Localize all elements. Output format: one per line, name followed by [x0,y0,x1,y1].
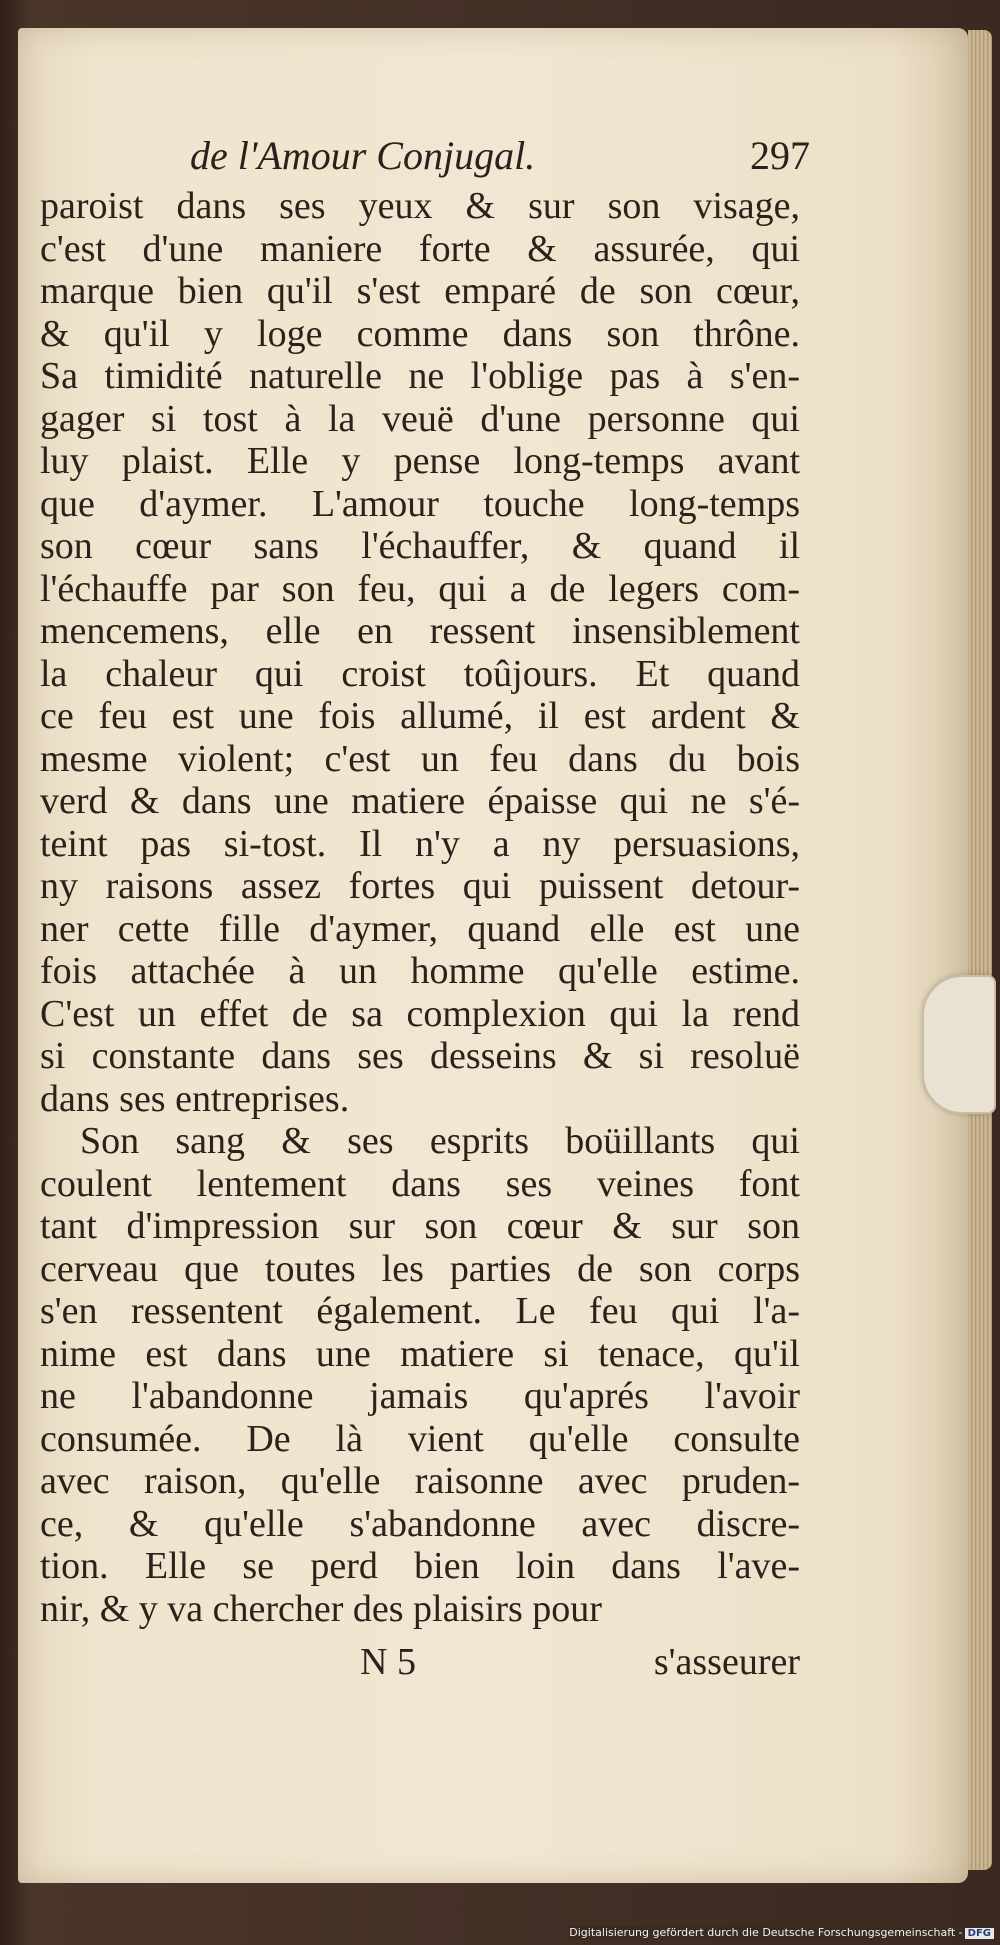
text-line: luy plaist. Elle y pense long-temps avant [40,440,800,482]
body-text [40,185,800,1630]
text-line: verd & dans une matiere épaisse qui ne s'é- [40,780,800,822]
signature-mark: N 5 [360,1641,416,1683]
text-line: dans ses entreprises. [40,1077,350,1120]
text-line: l'échauffe par son feu, qui a de legers com- [40,567,800,610]
text-line: nime est dans une matiere si tenace, qu'il [40,1332,800,1375]
text-line: tant d'impression sur son cœur & sur son [40,1205,800,1247]
text-line: ner cette fille d'aymer, quand elle est une [40,907,800,950]
text-line: avec raison, qu'elle raisonne avec pruden- [40,1460,800,1502]
text-line: ny raisons assez fortes qui puissent detour- [40,865,800,907]
dfg-logo: DFG [965,1928,994,1939]
text-line: s'en ressentent également. Le feu qui l'a- [40,1290,800,1332]
text-line: tion. Elle se perd bien loin dans l'ave- [40,1545,800,1587]
text-line: mencemens, elle en ressent insensiblement [40,610,800,652]
digitization-credit [569,1926,994,1939]
text-line: coulent lentement dans ses veines font [40,1162,800,1205]
text-line: fois attachée à un homme qu'elle estime. [40,950,800,992]
text-line: Son sang & ses esprits boüillants qui [80,1120,800,1162]
text-line: & qu'il y loge comme dans son thrône. [40,312,800,355]
page-edges [968,30,992,1870]
text-line: marque bien qu'il s'est emparé de son cœur, [40,270,800,312]
text-line: nir, & y va chercher des plaisirs pour [40,1587,602,1630]
text-line: mesme violent; c'est un feu dans du bois [40,737,800,780]
text-line: que d'aymer. L'amour touche long-temps [40,482,800,525]
page-footer [40,1640,800,1690]
text-line: c'est d'une maniere forte & assurée, qui [40,227,800,270]
page-header [190,132,810,192]
text-line: si constante dans ses desseins & si resoluë [40,1035,800,1077]
text-line: ce, & qu'elle s'abandonne avec discre- [40,1502,800,1545]
catchword: s'asseurer [653,1641,800,1683]
text-line: consumée. De là vient qu'elle consulte [40,1417,800,1460]
text-line: ce feu est une fois allumé, il est ardent & [40,695,800,737]
text-line: Sa timidité naturelle ne l'oblige pas à s'en- [40,355,800,397]
text-line: ne l'abandonne jamais qu'aprés l'avoir [40,1375,800,1417]
text-line: C'est un effet de sa complexion qui la rend [40,992,800,1035]
text-line: teint pas si-tost. Il n'y a ny persuasions, [40,822,800,865]
text-line: cerveau que toutes les parties de son corps [40,1247,800,1290]
text-line: son cœur sans l'échauffer, & quand il [40,525,800,567]
page-clip [922,975,996,1114]
text-line: la chaleur qui croist toûjours. Et quand [40,652,800,695]
text-line: paroist dans ses yeux & sur son visage, [40,185,800,227]
text-line: gager si tost à la veuë d'une personne qui [40,397,800,440]
running-title: de l'Amour Conjugal. [190,133,536,178]
page-number: 297 [750,133,810,178]
credit-text: Digitalisierung gefördert durch die Deutsche Forschungsgemeinschaft - [569,1926,963,1939]
